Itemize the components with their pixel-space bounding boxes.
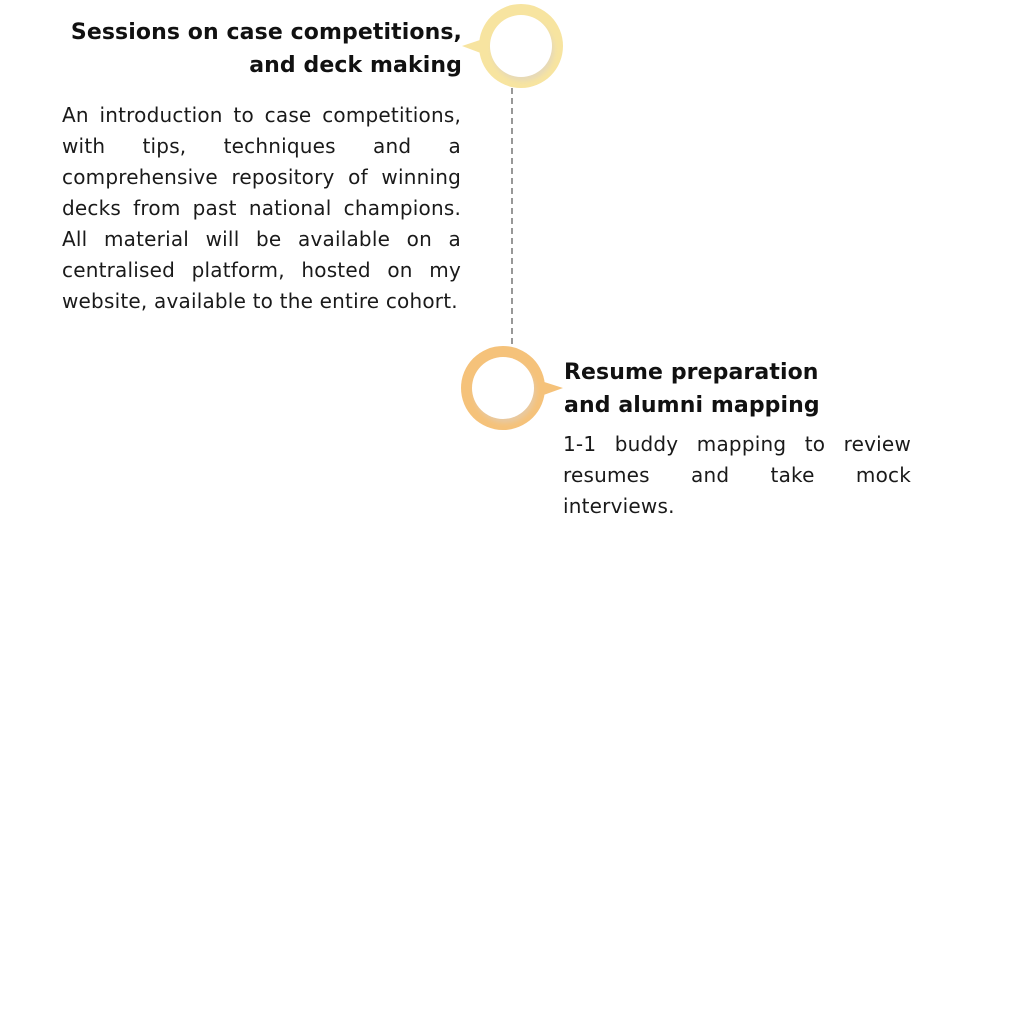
timeline-marker-2 bbox=[461, 346, 563, 430]
timeline-item-1-description: An introduction to case competitions, with tips, techniques and a comprehensive repository of winning decks from past national champions. All material will be available on a centralised platform, hosted on my website, available to the entire cohort. bbox=[62, 103, 461, 313]
timeline-item-1-title-line-2: and deck making bbox=[249, 53, 462, 78]
timeline-item-2-title-line-1: Resume preparation bbox=[564, 360, 819, 385]
timeline-marker-1 bbox=[462, 4, 563, 88]
timeline-item-2-title bbox=[564, 356, 864, 422]
timeline-item-2-description: 1-1 buddy mapping to review resumes and take mock interviews. bbox=[563, 432, 911, 518]
timeline-item-2-title-line-2: and alumni mapping bbox=[564, 393, 820, 418]
timeline-item-1-title bbox=[60, 16, 462, 82]
marker-1-center bbox=[490, 15, 552, 77]
timeline-item-1-title-line-1: Sessions on case competitions, bbox=[70, 20, 462, 45]
marker-2-center bbox=[472, 357, 534, 419]
